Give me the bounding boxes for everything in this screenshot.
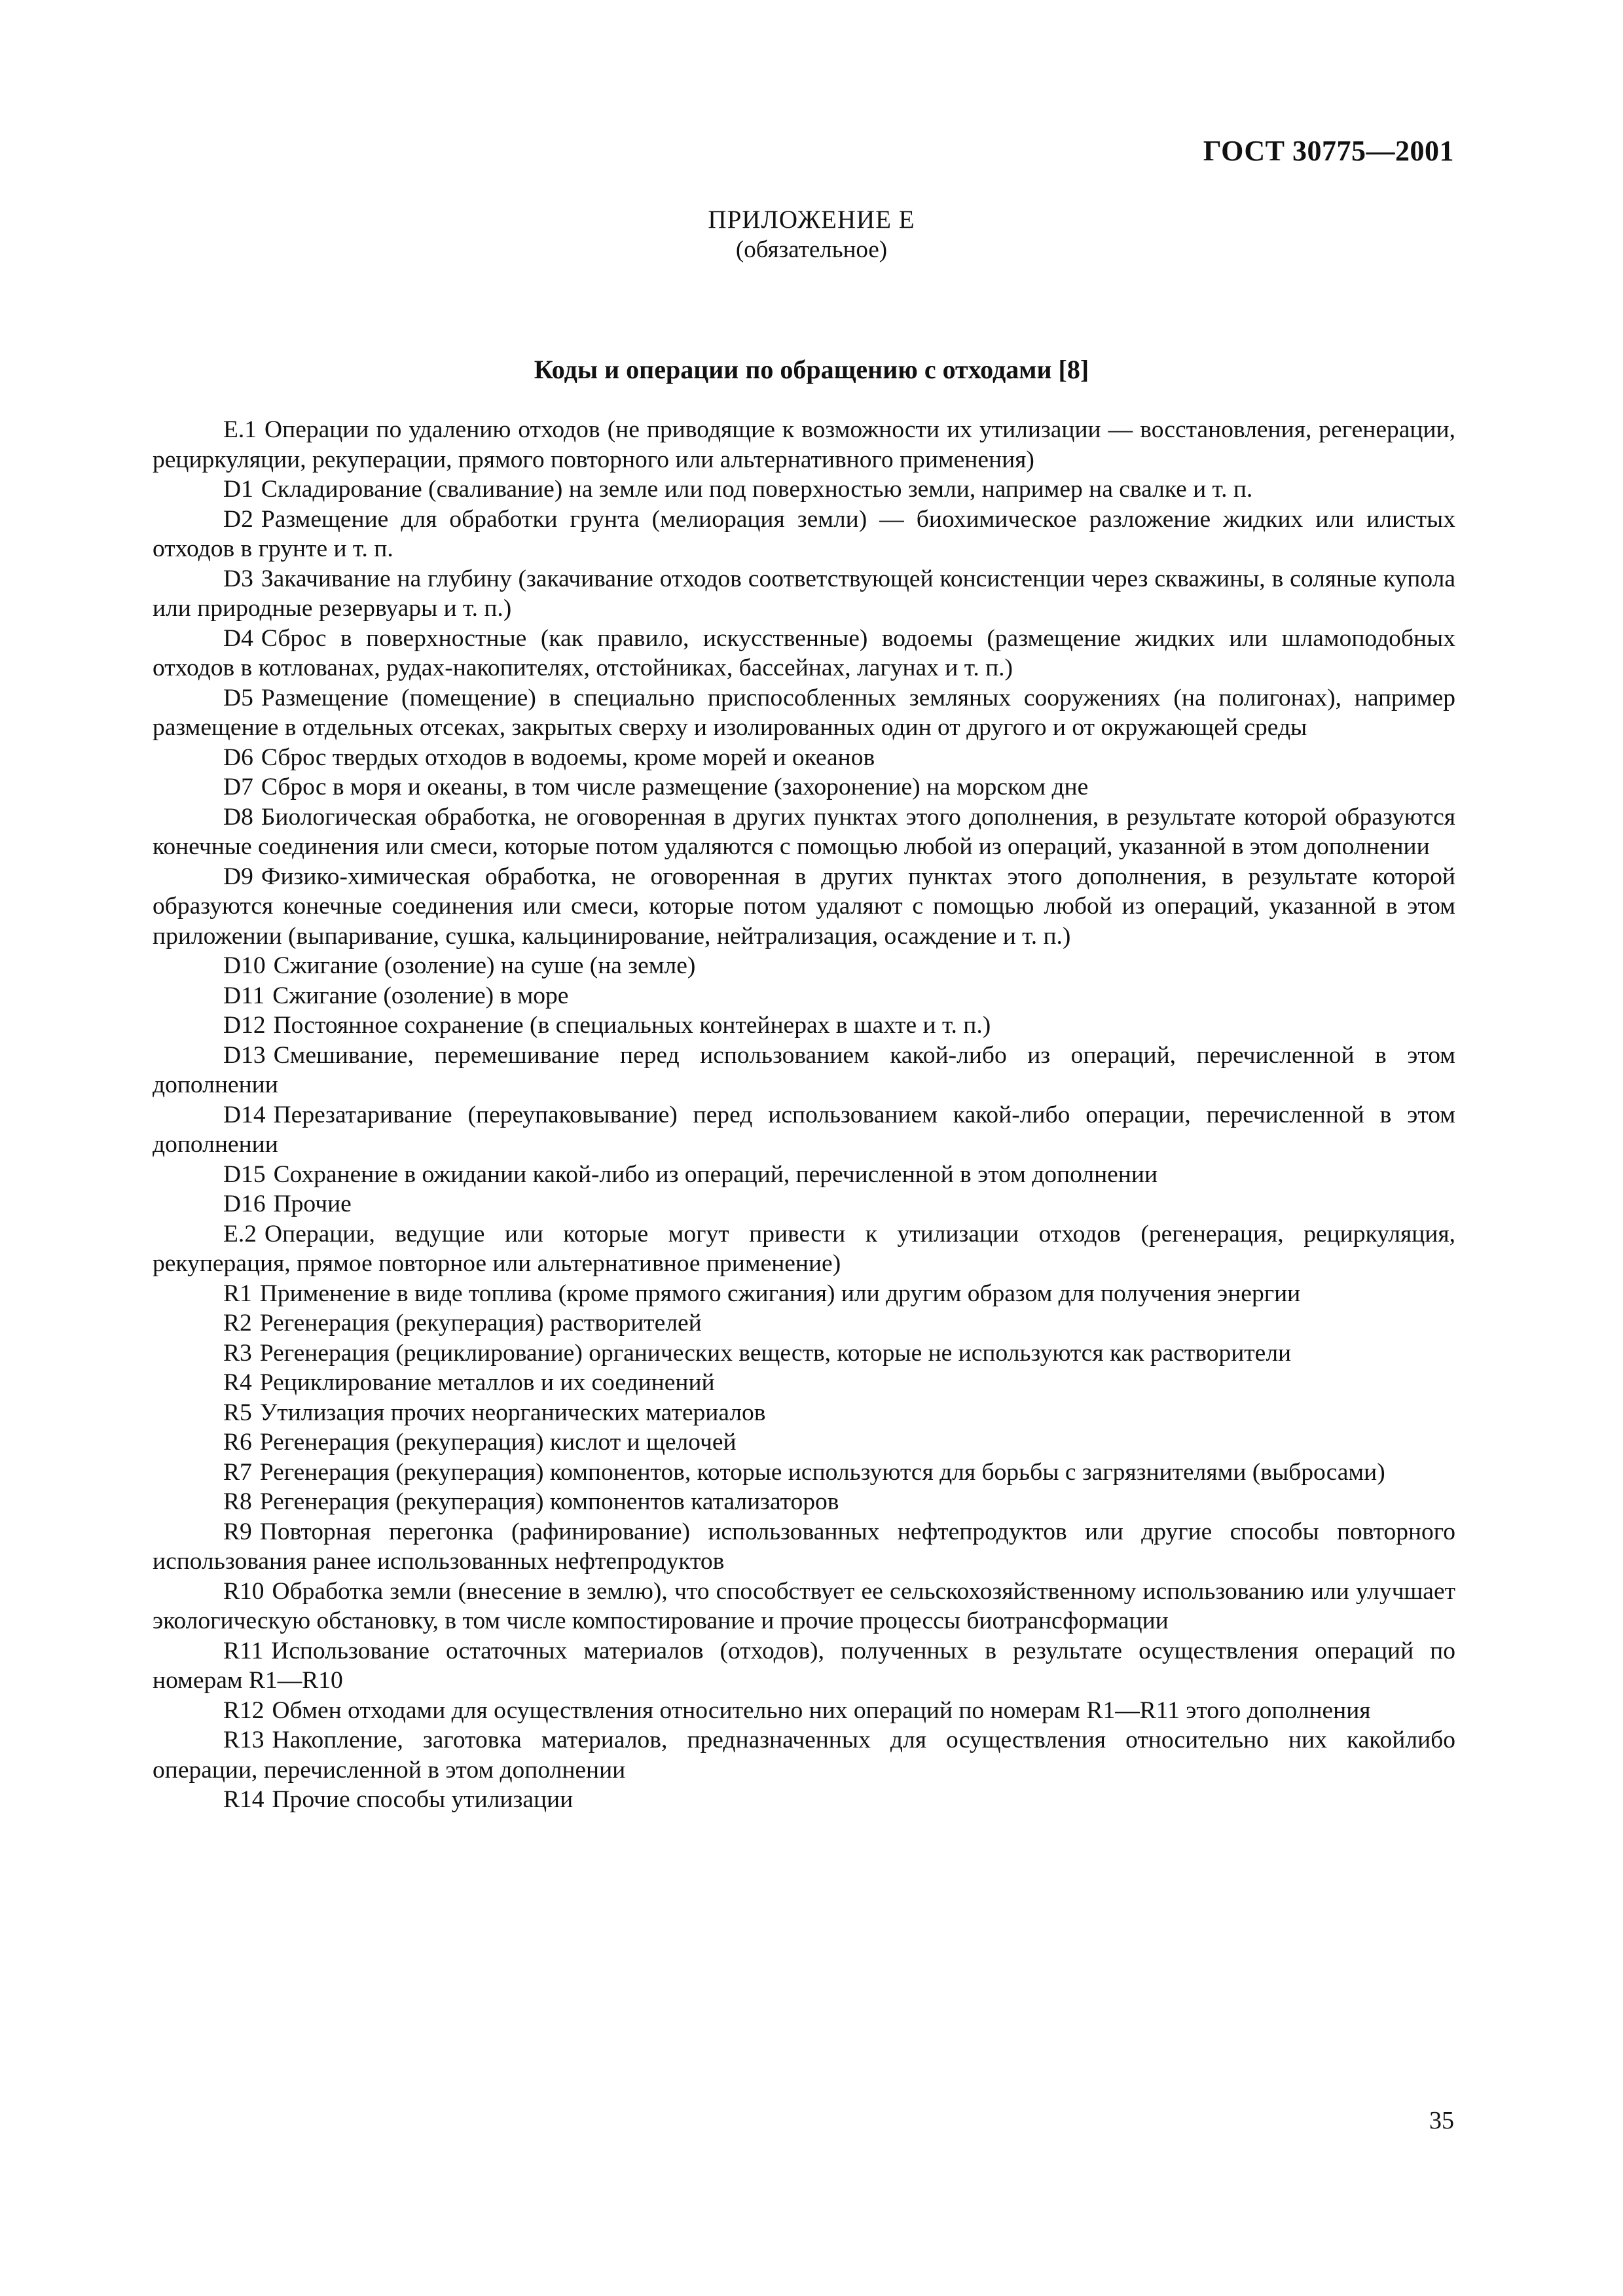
paragraph-code: D16 — [223, 1191, 266, 1217]
paragraph-code: R13 — [223, 1727, 264, 1753]
paragraph-text: Обработка земли (внесение в землю), что способствует ее сельскохозяйственному использованию или улучшает экологическую обстановку, в том числе компостирование и прочие процессы биотрансформации — [153, 1577, 1455, 1634]
paragraph-code: D14 — [223, 1101, 266, 1128]
paragraph-text: Утилизация прочих неорганических материалов — [259, 1399, 766, 1426]
paragraph-code: D4 — [223, 624, 253, 652]
paragraph — [153, 1398, 1455, 1428]
paragraph — [153, 1577, 1455, 1636]
section-title: Коды и операции по обращению с отходами [8] — [534, 355, 1089, 384]
paragraph — [153, 505, 1455, 564]
paragraph — [153, 1279, 1455, 1309]
paragraph — [153, 743, 1455, 773]
paragraph-code: D13 — [223, 1041, 266, 1069]
paragraph — [153, 1308, 1455, 1338]
paragraph-code: D10 — [223, 952, 266, 979]
paragraph-code: Е.1 — [223, 416, 257, 443]
paragraph — [153, 624, 1455, 683]
paragraph — [153, 683, 1455, 743]
paragraph — [153, 1189, 1455, 1219]
paragraph — [153, 475, 1455, 505]
paragraph — [153, 1517, 1455, 1577]
paragraph-code: D5 — [223, 684, 253, 711]
paragraph-code: R8 — [223, 1488, 252, 1515]
paragraph-code: R9 — [223, 1518, 252, 1545]
paragraph — [153, 1100, 1455, 1160]
paragraph — [153, 862, 1455, 952]
paragraph-text: Рециклирование металлов и их соединений — [259, 1369, 715, 1396]
paragraph-text: Сжигание (озоление) на суше (на земле) — [273, 952, 696, 979]
paragraph-text: Применение в виде топлива (кроме прямого сжигания) или другим образом для получения энергии — [259, 1280, 1301, 1307]
paragraph-text: Смешивание, перемешивание перед использованием какой-либо из операций, перечисленной в этом дополнении — [153, 1041, 1455, 1098]
paragraph-text: Складирование (сваливание) на земле или под поверхностью земли, например на свалке и т. п. — [261, 476, 1253, 503]
paragraph-text: Операции, ведущие или которые могут привести к утилизации отходов (регенерация, рециркуляция, рекуперация, прямое повторное или альтернативное применение) — [153, 1220, 1455, 1277]
paragraph-text: Регенерация (рециклирование) органических веществ, которые не используются как растворители — [259, 1339, 1292, 1367]
paragraph-text: Перезатаривание (переупаковывание) перед использованием какой-либо операции, перечисленной в этом дополнении — [153, 1101, 1455, 1158]
paragraph — [153, 1636, 1455, 1696]
page-number: 35 — [1429, 2107, 1454, 2134]
paragraph-text: Регенерация (рекуперация) растворителей — [259, 1310, 702, 1336]
paragraph — [153, 1219, 1455, 1279]
paragraph-code: R14 — [223, 1786, 264, 1813]
appendix-subtitle: (обязательное) — [735, 236, 888, 263]
paragraph-code: D2 — [223, 505, 253, 533]
paragraph — [153, 981, 1455, 1011]
paragraph — [153, 1696, 1455, 1726]
paragraph-code: R2 — [223, 1310, 252, 1336]
paragraph-text: Постоянное сохранение (в специальных контейнерах в шахте и т. п.) — [273, 1012, 991, 1039]
paragraph-code: D1 — [223, 476, 253, 503]
paragraph-code: R7 — [223, 1458, 252, 1486]
paragraph-text: Регенерация (рекуперация) компонентов катализаторов — [259, 1488, 839, 1515]
paragraph-text: Закачивание на глубину (закачивание отходов соответствующей консистенции через скважины, в соляные купола или природные резервуары и т. п.) — [153, 565, 1455, 622]
paragraph — [153, 772, 1455, 802]
paragraph-code: D8 — [223, 803, 253, 831]
paragraph — [153, 1785, 1455, 1815]
paragraph — [153, 802, 1455, 862]
paragraph — [153, 1487, 1455, 1517]
paragraph-code: R11 — [223, 1637, 264, 1664]
paragraph-text: Обмен отходами для осуществления относительно них операций по номерам R1—R11 этого дополнения — [272, 1696, 1371, 1724]
paragraph-code: D3 — [223, 565, 253, 592]
paragraph-text: Прочие способы утилизации — [272, 1786, 574, 1813]
paragraph-code: R4 — [223, 1369, 252, 1396]
paragraph — [153, 1368, 1455, 1398]
paragraph-text: Сохранение в ожидании какой-либо из операций, перечисленной в этом дополнении — [273, 1160, 1158, 1188]
paragraph-text: Физико-химическая обработка, не оговоренная в других пунктах этого дополнения, в результате которой образуются конечные соединения или смеси, которые потом удаляют с помощью любой из операций, указанной в этом приложении (выпаривание, сушка, кальцинирование, нейтрализация, осаждение и т. п.) — [153, 863, 1455, 950]
paragraph-code: R12 — [223, 1696, 264, 1724]
paragraph-text: Операции по удалению отходов (не приводящие к возможности их утилизации — восстановления, регенерации, рециркуляции, рекуперации, прямого повторного или альтернативного применения) — [153, 416, 1455, 473]
paragraph-code: D9 — [223, 863, 253, 890]
paragraph-text: Прочие — [273, 1191, 352, 1217]
paragraph-code: R1 — [223, 1280, 252, 1307]
paragraph-code: D7 — [223, 774, 253, 800]
paragraph-code: R6 — [223, 1429, 252, 1456]
paragraph-code: R10 — [223, 1577, 264, 1605]
paragraph-text: Биологическая обработка, не оговоренная в других пунктах этого дополнения, в результате которой образуются конечные соединения или смеси, которые потом удаляются с помощью любой из операций, указанной в этом дополнении — [153, 803, 1455, 860]
paragraph-text: Накопление, заготовка материалов, предназначенных для осуществления относительно них какойлибо операции, перечисленной в этом дополнении — [153, 1727, 1455, 1784]
paragraph-text: Повторная перегонка (рафинирование) использованных нефтепродуктов или другие способы повторного использования ранее использованных нефтепродуктов — [153, 1518, 1455, 1575]
paragraph — [153, 951, 1455, 981]
paragraph-text: Размещение (помещение) в специально приспособленных земляных сооружениях (на полигонах), например размещение в отдельных отсеках, закрытых сверху и изолированных один от другого и от окружающей среды — [153, 684, 1455, 741]
paragraph-code: D12 — [223, 1012, 266, 1039]
paragraph — [153, 1458, 1455, 1488]
paragraph — [153, 1427, 1455, 1458]
paragraph-text: Регенерация (рекуперация) компонентов, которые используются для борьбы с загрязнителями (выбросами) — [259, 1458, 1385, 1486]
paragraph-text: Сброс в моря и океаны, в том числе размещение (захоронение) на морском дне — [261, 774, 1089, 800]
paragraph — [153, 1041, 1455, 1100]
paragraph-code: R3 — [223, 1339, 252, 1367]
paragraph-text: Сброс твердых отходов в водоемы, кроме морей и океанов — [261, 744, 875, 771]
document-body — [153, 415, 1455, 1815]
document-code: ГОСТ 30775—2001 — [1203, 135, 1454, 167]
paragraph — [153, 1338, 1455, 1369]
paragraph — [153, 1160, 1455, 1190]
paragraph — [153, 1725, 1455, 1785]
paragraph-text: Размещение для обработки грунта (мелиорация земли) — биохимическое разложение жидких или илистых отходов в грунте и т. п. — [153, 505, 1455, 562]
paragraph — [153, 564, 1455, 624]
paragraph-text: Сброс в поверхностные (как правило, искусственные) водоемы (размещение жидких или шламоподобных отходов в котлованах, рудах-накопителях, отстойниках, бассейнах, лагунах и т. п.) — [153, 624, 1455, 681]
appendix-title: ПРИЛОЖЕНИЕ Е — [708, 206, 915, 234]
paragraph-text: Сжигание (озоление) в море — [272, 982, 569, 1009]
paragraph-text: Использование остаточных материалов (отходов), полученных в результате осуществления операций по номерам R1—R10 — [153, 1637, 1455, 1694]
paragraph — [153, 415, 1455, 475]
paragraph-text: Регенерация (рекуперация) кислот и щелочей — [259, 1429, 737, 1456]
paragraph-code: R5 — [223, 1399, 252, 1426]
paragraph-code: D6 — [223, 744, 253, 771]
paragraph-code: D11 — [223, 982, 265, 1009]
paragraph — [153, 1011, 1455, 1041]
paragraph-code: D15 — [223, 1160, 266, 1188]
paragraph-code: Е.2 — [223, 1220, 257, 1247]
